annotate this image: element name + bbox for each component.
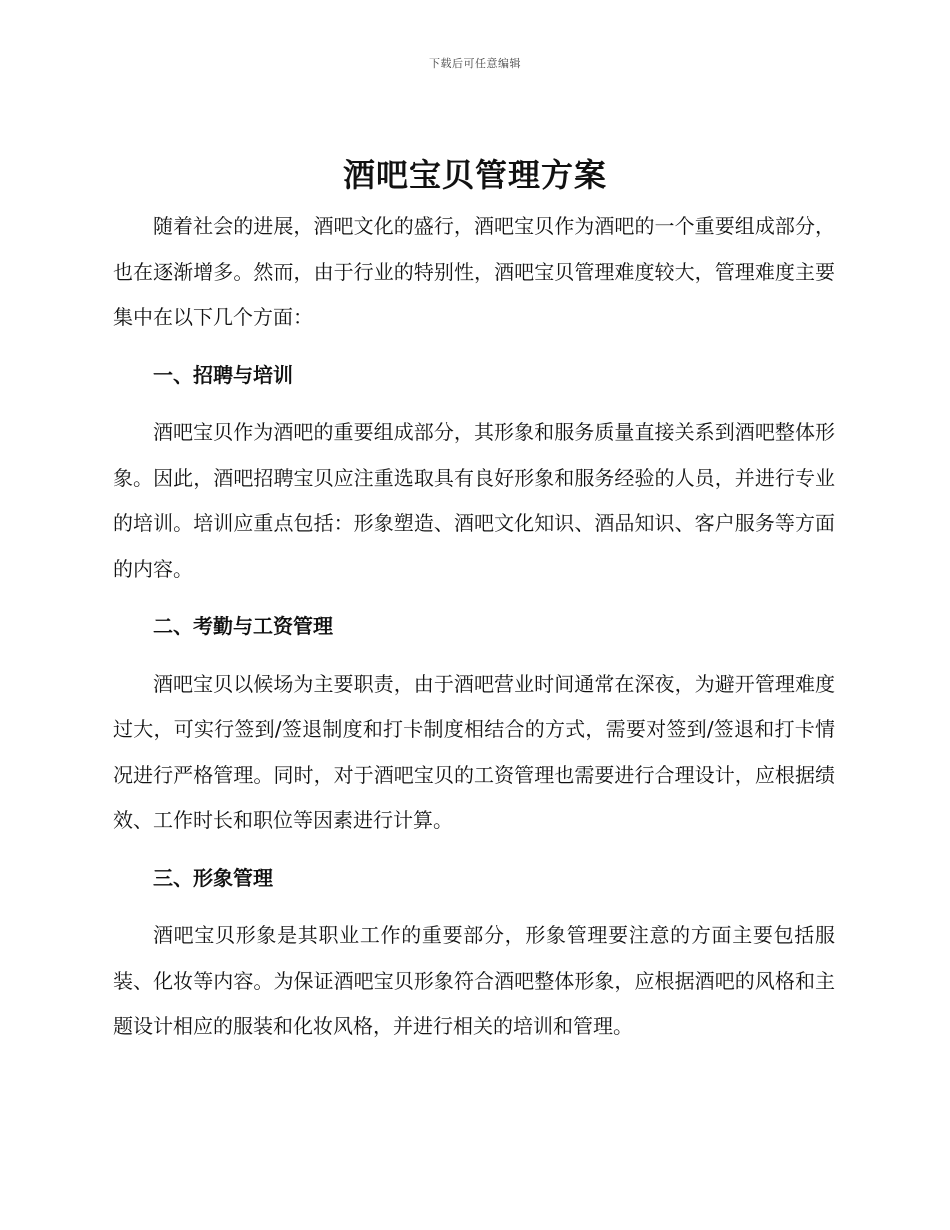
section-heading-image: 三、形象管理 [153, 865, 273, 890]
header-note: 下载后可任意编辑 [429, 57, 521, 70]
section-heading-attendance: 二、考勤与工资管理 [153, 614, 333, 638]
document-title: 酒吧宝贝管理方案 [342, 156, 607, 194]
section-heading-recruitment: 一、招聘与培训 [153, 362, 293, 387]
intro-paragraph: 随着社会的进展，酒吧文化的盛行，酒吧宝贝作为酒吧的一个重要组成部分，也在逐渐增多。然而，由于行业的特别性，酒吧宝贝管理难度较大，管理难度主要集中在以下几个方面： [113, 214, 835, 329]
section-text-image: 酒吧宝贝形象是其职业工作的重要部分，形象管理要注意的方面主要包括服装、化妆等内容。为保证酒吧宝贝形象符合酒吧整体形象，应根据酒吧的风格和主题设计相应的服装和化妆风格，并进行相关的培训和管理。 [113, 923, 835, 1038]
section-text-attendance: 酒吧宝贝以候场为主要职责，由于酒吧营业时间通常在深夜，为避开管理难度过大，可实行签到/签退制度和打卡制度相结合的方式，需要对签到/签退和打卡情况进行严格管理。同时，对于酒吧宝贝的工资管理也需要进行合理设计，应根据绩效、工作时长和职位等因素进行计算。 [113, 671, 835, 832]
section-text-recruitment: 酒吧宝贝作为酒吧的重要组成部分，其形象和服务质量直接关系到酒吧整体形象。因此，酒吧招聘宝贝应注重选取具有良好形象和服务经验的人员，并进行专业的培训。培训应重点包括：形象塑造、酒吧文化知识、酒品知识、客户服务等方面的内容。 [113, 420, 835, 581]
document-body [113, 204, 835, 1050]
